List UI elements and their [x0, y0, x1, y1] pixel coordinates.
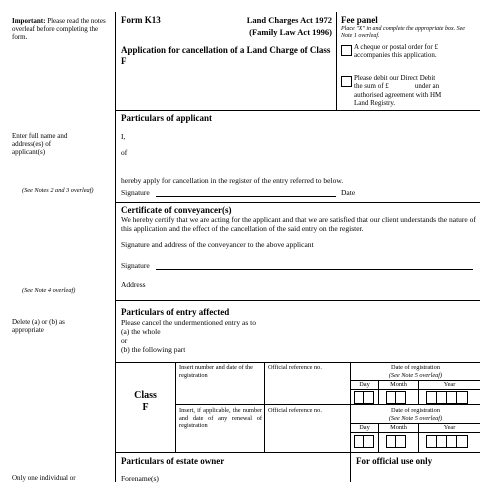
conveyancer-certify-text: We hereby certify that we are acting for the applicant and that we are satisfied that our client understands the nature of this application and the effect of the cancellation of the said entry on the register.	[121, 215, 476, 233]
row1-date-label-rule	[350, 389, 480, 390]
direct-debit-checkbox[interactable]	[341, 76, 352, 87]
row2-insert-text: Insert, if applicable, the number and date of any renewal of registration	[179, 407, 262, 429]
official-use-divider	[350, 452, 351, 482]
debit-sum-label: the sum of £	[354, 82, 389, 91]
conveyancer-signature-label: Signature	[121, 261, 150, 270]
row2-date-reg: Date of registration	[391, 407, 440, 414]
applicant-signature-field[interactable]	[156, 196, 336, 197]
conveyancer-heading: Certificate of conveyancer(s)	[121, 205, 232, 215]
row1-official-ref: Official reference no.	[268, 364, 322, 371]
row1-see-note-5: (See Note 5 overleaf)	[388, 372, 443, 379]
fee-option-debit-line4: Land Registry.	[354, 99, 396, 108]
row2-year-box-split-1	[436, 435, 437, 447]
insert-cell-divider	[264, 362, 265, 452]
applicant-date-field[interactable]	[360, 196, 473, 197]
entry-line-2: (a) the whole	[121, 327, 161, 336]
fee-option-cheque-line1: A cheque or postal order for £	[354, 43, 438, 51]
enter-name-note: Enter full name and address(es) of applicant(s)	[12, 132, 68, 156]
row2-see-note-5: (See Note 5 overleaf)	[388, 415, 443, 422]
class-label: Class	[134, 390, 157, 401]
entry-line-4: (b) the following part	[121, 345, 186, 354]
row1-year-box-split-2	[446, 391, 447, 403]
fee-option-cheque-line2: accompanies this application.	[354, 51, 437, 60]
row2-year-box[interactable]	[426, 435, 468, 448]
row1-year: Year	[443, 381, 456, 388]
official-use-heading: For official use only	[356, 456, 433, 466]
row1-date-reg: Date of registration	[391, 364, 440, 371]
fee-panel-instruction: Place "X" in and complete the appropriate box. See Note 1 overleaf.	[341, 26, 465, 39]
act-line-1: Land Charges Act 1972	[246, 15, 332, 25]
applicant-heading: Particulars of applicant	[121, 113, 212, 123]
applicant-signature-label: Signature	[121, 188, 150, 197]
entry-line-1: Please cancel the undermentioned entry as to	[121, 318, 256, 327]
delete-note: Delete (a) or (b) as appropriate	[12, 318, 65, 334]
conveyancer-bottom-rule	[115, 300, 480, 301]
important-note	[12, 17, 108, 41]
row2-month-box-split	[395, 435, 396, 447]
debit-under-label: under an	[414, 82, 440, 91]
row2-month-box[interactable]	[386, 435, 406, 448]
form-number: Form K13	[121, 15, 161, 25]
class-table-bottom-rule	[115, 452, 480, 453]
entry-bottom-rule	[115, 362, 480, 363]
estate-owner-heading: Particulars of estate owner	[121, 456, 225, 466]
row1-month-box-split	[395, 391, 396, 403]
row2-official-ref: Official reference no.	[268, 407, 322, 414]
row1-day-box-split	[363, 391, 364, 403]
only-one-note: Only one individual or	[12, 474, 76, 482]
conveyancer-sig-addr-text: Signature and address of the conveyancer to the above applicant	[121, 240, 314, 249]
applicant-bottom-rule	[115, 202, 480, 203]
cheque-checkbox[interactable]	[341, 45, 352, 56]
header-bottom-rule	[115, 110, 480, 111]
see-notes-2-3: (See Notes 2 and 3 overleaf)	[22, 187, 94, 194]
row1-day-box[interactable]	[354, 391, 374, 404]
row1-year-box[interactable]	[426, 391, 468, 404]
applicant-hereby-text: hereby apply for cancellation in the register of the entry referred to below.	[121, 176, 344, 185]
row1-year-box-split-1	[436, 391, 437, 403]
row1-day: Day	[359, 381, 370, 388]
row2-year-box-split-2	[446, 435, 447, 447]
conveyancer-address-field[interactable]	[150, 288, 473, 289]
row1-year-box-split-3	[456, 391, 457, 403]
fee-option-debit-line1: Please debit our Direct Debit	[354, 74, 436, 82]
row1-month-box[interactable]	[386, 391, 406, 404]
applicant-date-label: Date	[341, 188, 356, 197]
fee-panel-title: Fee panel	[341, 15, 378, 25]
row2-year: Year	[443, 424, 456, 431]
row2-month: Month	[390, 424, 407, 431]
fee-option-debit-line3: authorised agreement with HM	[354, 90, 442, 99]
conveyancer-address-label: Address	[121, 280, 146, 289]
row1-month: Month	[390, 381, 407, 388]
row2-date-label-rule	[350, 432, 480, 433]
row2-year-box-split-3	[456, 435, 457, 447]
class-cell-divider	[175, 362, 176, 452]
applicant-i-label: I,	[121, 132, 126, 141]
see-note-4: (See Note 4 overleaf)	[22, 287, 76, 294]
class-label-block	[116, 390, 175, 414]
class-table-middle-rule	[175, 404, 480, 405]
fee-panel-divider	[336, 12, 337, 110]
act-line-2: (Family Law Act 1996)	[249, 27, 332, 37]
important-label: Important:	[12, 17, 46, 25]
row1-insert-text: Insert number and date of the registration	[179, 364, 253, 379]
form-title: Application for cancellation of a Land Charge of Class F	[121, 45, 331, 66]
important-text: Please read the notes overleaf before completing the form.	[12, 17, 106, 41]
row2-day-box-split	[363, 435, 364, 447]
fee-option-debit-line2	[354, 82, 479, 90]
row2-day-box[interactable]	[354, 435, 374, 448]
applicant-of-label: of	[121, 148, 128, 157]
conveyancer-signature-field[interactable]	[156, 269, 473, 270]
fee-option-cheque	[354, 43, 479, 60]
entry-line-3: or	[121, 336, 128, 345]
class-letter: F	[142, 402, 149, 413]
row2-day: Day	[359, 424, 370, 431]
forename-label: Forename(s)	[121, 474, 159, 483]
entry-heading: Particulars of entry affected	[121, 307, 230, 317]
fee-option-debit	[354, 74, 479, 108]
